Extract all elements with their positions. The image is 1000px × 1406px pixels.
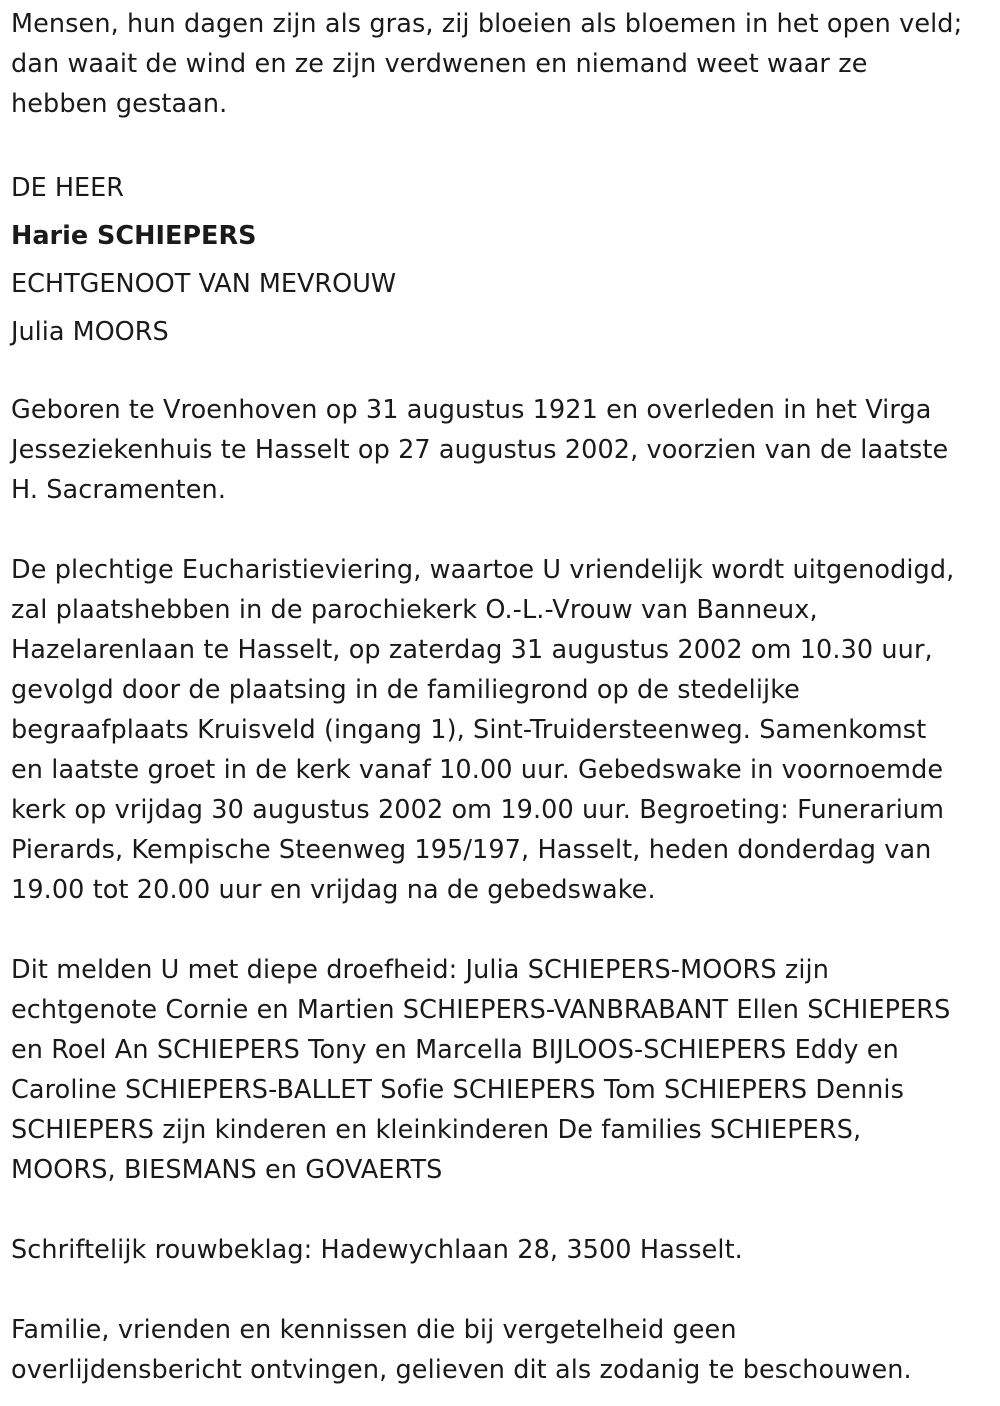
- deceased-name: Harie SCHIEPERS: [11, 221, 257, 251]
- closing-line: Familie, vrienden en kennissen die bij vergetelheid geen: [11, 1315, 737, 1345]
- announcement-paragraph: [11, 950, 990, 1190]
- relation-label: ECHTGENOOT VAN MEVROUW: [11, 269, 397, 299]
- spacer: [11, 124, 990, 164]
- closing-paragraph: [11, 1310, 990, 1390]
- birth-death-paragraph: [11, 390, 990, 510]
- announcement-line: Dit melden U met diepe droefheid: Julia SCHIEPERS-MOORS zijn: [11, 955, 829, 985]
- ceremony-line: en laatste groet in de kerk vanaf 10.00 uur. Gebedswake in voornoemde: [11, 755, 944, 785]
- announcement-line: SCHIEPERS zijn kinderen en kleinkinderen De families SCHIEPERS,: [11, 1115, 862, 1145]
- honorific-title: DE HEER: [11, 173, 124, 203]
- spacer: [11, 356, 990, 390]
- spacer: [11, 1270, 990, 1310]
- birth-death-line: Jesseziekenhuis te Hasselt op 27 augustus 2002, voorzien van de laatste: [11, 435, 949, 465]
- opening-verse-line: Mensen, hun dagen zijn als gras, zij bloeien als bloemen in het open veld;: [11, 9, 963, 39]
- birth-death-line: Geboren te Vroenhoven op 31 augustus 1921 en overleden in het Virga: [11, 395, 932, 425]
- ceremony-line: Pierards, Kempische Steenweg 195/197, Hasselt, heden donderdag van: [11, 835, 932, 865]
- ceremony-line: Hazelarenlaan te Hasselt, op zaterdag 31 augustus 2002 om 10.30 uur,: [11, 635, 933, 665]
- condolence-address: [11, 1230, 990, 1270]
- ceremony-paragraph: [11, 550, 990, 910]
- announcement-line: Caroline SCHIEPERS-BALLET Sofie SCHIEPERS Tom SCHIEPERS Dennis: [11, 1075, 904, 1105]
- ceremony-line: gevolgd door de plaatsing in de familiegrond op de stedelijke: [11, 675, 800, 705]
- ceremony-line: zal plaatshebben in de parochiekerk O.-L.-Vrouw van Banneux,: [11, 595, 818, 625]
- opening-verse: [11, 4, 990, 124]
- opening-verse-line: dan waait de wind en ze zijn verdwenen en niemand weet waar ze: [11, 49, 868, 79]
- condolence-address-line: Schriftelijk rouwbeklag: Hadewychlaan 28, 3500 Hasselt.: [11, 1235, 743, 1265]
- announcement-line: echtgenote Cornie en Martien SCHIEPERS-VANBRABANT Ellen SCHIEPERS: [11, 995, 951, 1025]
- ceremony-line: kerk op vrijdag 30 augustus 2002 om 19.00 uur. Begroeting: Funerarium: [11, 795, 945, 825]
- birth-death-line: H. Sacramenten.: [11, 475, 227, 505]
- spacer: [11, 910, 990, 950]
- closing-line: overlijdensbericht ontvingen, gelieven dit als zodanig te beschouwen.: [11, 1355, 912, 1385]
- ceremony-line: 19.00 tot 20.00 uur en vrijdag na de gebedswake.: [11, 875, 656, 905]
- spouse-name: Julia MOORS: [11, 317, 169, 347]
- spacer: [11, 510, 990, 550]
- ceremony-line: begraafplaats Kruisveld (ingang 1), Sint-Truidersteenweg. Samenkomst: [11, 715, 927, 745]
- ceremony-line: De plechtige Eucharistieviering, waartoe U vriendelijk wordt uitgenodigd,: [11, 555, 955, 585]
- spacer: [11, 1190, 990, 1230]
- deceased-header: [11, 164, 990, 356]
- announcement-line: en Roel An SCHIEPERS Tony en Marcella BIJLOOS-SCHIEPERS Eddy en: [11, 1035, 899, 1065]
- opening-verse-line: hebben gestaan.: [11, 89, 228, 119]
- announcement-line: MOORS, BIESMANS en GOVAERTS: [11, 1155, 443, 1185]
